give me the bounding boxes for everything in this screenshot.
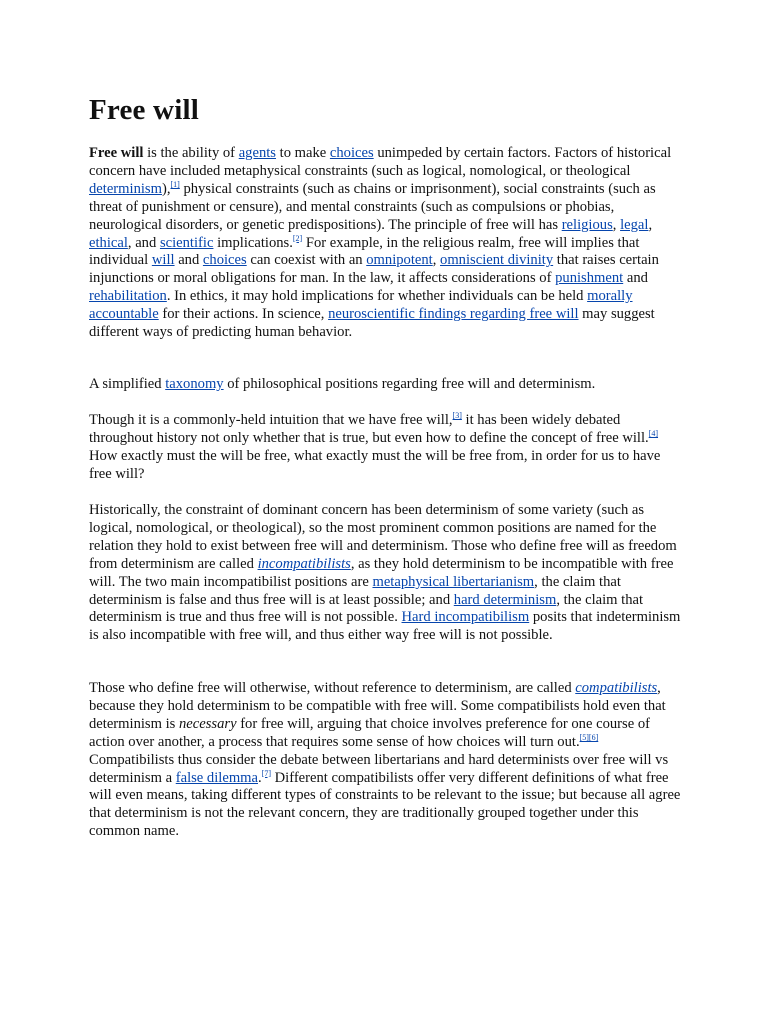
text-span: is the ability of bbox=[143, 145, 239, 161]
text-span: . In ethics, it may hold implications for whether individuals can be held bbox=[166, 288, 588, 305]
citation-2 bbox=[293, 234, 302, 243]
text-span: for free will, arguing that choice involves preference for one course of action over another, a process that requires some sense of how choices will turn out. bbox=[89, 715, 650, 750]
link-legal[interactable]: legal bbox=[620, 216, 649, 233]
text-span: Those who define free will otherwise, without reference to determinism, are called bbox=[89, 680, 576, 696]
text-span: of philosophical positions regarding free will and determinism. bbox=[223, 376, 596, 392]
link-agents[interactable]: agents bbox=[238, 145, 276, 161]
intro-paragraph bbox=[89, 145, 682, 342]
citation-3 bbox=[453, 411, 462, 420]
text-span: Different compatibilists offer very different definitions of what free will even means, taking different types of constraints to be relevant to the issue; but because all agree that determinism is not the relevant concern, they are traditionally grouped together under this common name. bbox=[89, 769, 681, 840]
text-span: , bbox=[612, 216, 621, 233]
text-span: A simplified bbox=[89, 376, 166, 392]
link-religious[interactable]: religious bbox=[561, 216, 613, 233]
text-span: and bbox=[623, 270, 648, 287]
citation-link-2[interactable]: [2] bbox=[292, 233, 303, 243]
bold-term: Free will bbox=[89, 145, 144, 161]
link-taxonomy[interactable]: taxonomy bbox=[165, 376, 224, 392]
page-title: Free will bbox=[89, 94, 199, 126]
citation-5-6 bbox=[580, 733, 599, 742]
link-determinism[interactable]: determinism bbox=[89, 180, 162, 197]
citation-link-7[interactable]: [7] bbox=[261, 768, 271, 778]
text-span: may suggest different ways of predicting human behavior. bbox=[89, 306, 655, 341]
link-metaphysical-libertarianism[interactable]: metaphysical libertarianism bbox=[372, 573, 535, 590]
citation-7 bbox=[262, 769, 271, 778]
text-span: to make bbox=[276, 145, 330, 161]
body-paragraph bbox=[89, 502, 682, 645]
text-span: can coexist with an bbox=[246, 252, 367, 269]
link-incompatibilists[interactable]: incompatibilists bbox=[257, 555, 351, 572]
link-punishment[interactable]: punishment bbox=[555, 270, 624, 287]
text-span: physical constraints (such as chains or imprisonment), social constraints (such as threat of punishment or censure), and mental constraints (such as compulsions or phobias, neurological disorders, or genetic predispositions). The principle of free will has bbox=[89, 180, 656, 233]
citation-link-3[interactable]: [3] bbox=[452, 411, 462, 420]
link-choices[interactable]: choices bbox=[329, 145, 374, 161]
body-paragraph bbox=[89, 680, 682, 841]
link-rehabilitation[interactable]: rehabilitation bbox=[89, 288, 167, 305]
citation-1 bbox=[170, 180, 179, 189]
citation-link-5-6[interactable]: [5][6] bbox=[579, 732, 599, 742]
text-span: , bbox=[432, 252, 441, 269]
text-span: implications. bbox=[213, 234, 293, 251]
text-span: Compatibilists thus consider the debate between libertarians and hard determinists over free will vs determinism a bbox=[89, 751, 669, 786]
text-span: , because they hold determinism to be compatible with free will. Some compatibilists hold even that determinism is bbox=[89, 680, 666, 732]
text-span: and bbox=[174, 252, 203, 269]
text-span: that raises certain injunctions or moral obligations for man. In the law, it affects considerations of bbox=[89, 252, 659, 287]
text-span: , bbox=[648, 216, 653, 233]
citation-link-1[interactable]: [1] bbox=[170, 179, 180, 189]
link-will[interactable]: will bbox=[151, 252, 175, 269]
emphasis-necessary: necessary bbox=[179, 715, 237, 732]
text-span: , as they hold determinism to be incompatible with free will. The two main incompatibilist positions are bbox=[89, 555, 674, 590]
link-neuroscientific-findings[interactable]: neuroscientific findings regarding free will bbox=[328, 306, 579, 323]
text-span: , the claim that determinism is false and thus free will is at least possible; and bbox=[89, 573, 621, 608]
citation-4 bbox=[649, 429, 658, 438]
text-span: Historically, the constraint of dominant concern has been determinism of some variety (such as logical, nomological, or theological), so the most prominent common positions are named for the relation they hold to exist between free will and determinism. Those who define free will as freedom from determinism are called bbox=[89, 502, 677, 572]
image-caption bbox=[89, 376, 682, 394]
link-hard-incompatibilism[interactable]: Hard incompatibilism bbox=[401, 609, 530, 626]
text-span: for their actions. In science, bbox=[158, 306, 329, 323]
link-compatibilists[interactable]: compatibilists bbox=[575, 680, 658, 696]
link-choices-2[interactable]: choices bbox=[202, 252, 247, 269]
text-span: , and bbox=[127, 234, 160, 251]
link-false-dilemma[interactable]: false dilemma bbox=[175, 769, 258, 786]
text-span: unimpeded by certain factors. Factors of historical concern have included metaphysical constraints (such as logical, nomological, or theological bbox=[89, 145, 672, 179]
body-paragraph bbox=[89, 412, 682, 484]
link-scientific[interactable]: scientific bbox=[159, 234, 214, 251]
text-span: For example, in the religious realm, free will implies that individual bbox=[89, 234, 640, 269]
text-span: Though it is a commonly-held intuition that we have free will, bbox=[89, 412, 453, 428]
text-span: , the claim that determinism is true and thus free will is not possible. bbox=[89, 591, 644, 626]
link-ethical[interactable]: ethical bbox=[89, 234, 128, 251]
link-morally-accountable[interactable]: morally accountable bbox=[89, 288, 633, 323]
link-omnipotent[interactable]: omnipotent bbox=[366, 252, 433, 269]
link-omniscient-divinity[interactable]: omniscient divinity bbox=[440, 252, 554, 269]
text-span: it has been widely debated throughout history not only whether that is true, but even how to define the concept of free will. bbox=[89, 412, 649, 446]
text-span: . bbox=[258, 769, 262, 786]
text-span: posits that indeterminism is also incompatible with free will, and thus either way free will is not possible. bbox=[89, 609, 681, 644]
text-span: ), bbox=[161, 180, 171, 197]
link-hard-determinism[interactable]: hard determinism bbox=[453, 591, 557, 608]
text-span: How exactly must the will be free, what exactly must the will be free from, in order for us to have free will? bbox=[89, 447, 661, 482]
citation-link-4[interactable]: [4] bbox=[648, 428, 659, 438]
